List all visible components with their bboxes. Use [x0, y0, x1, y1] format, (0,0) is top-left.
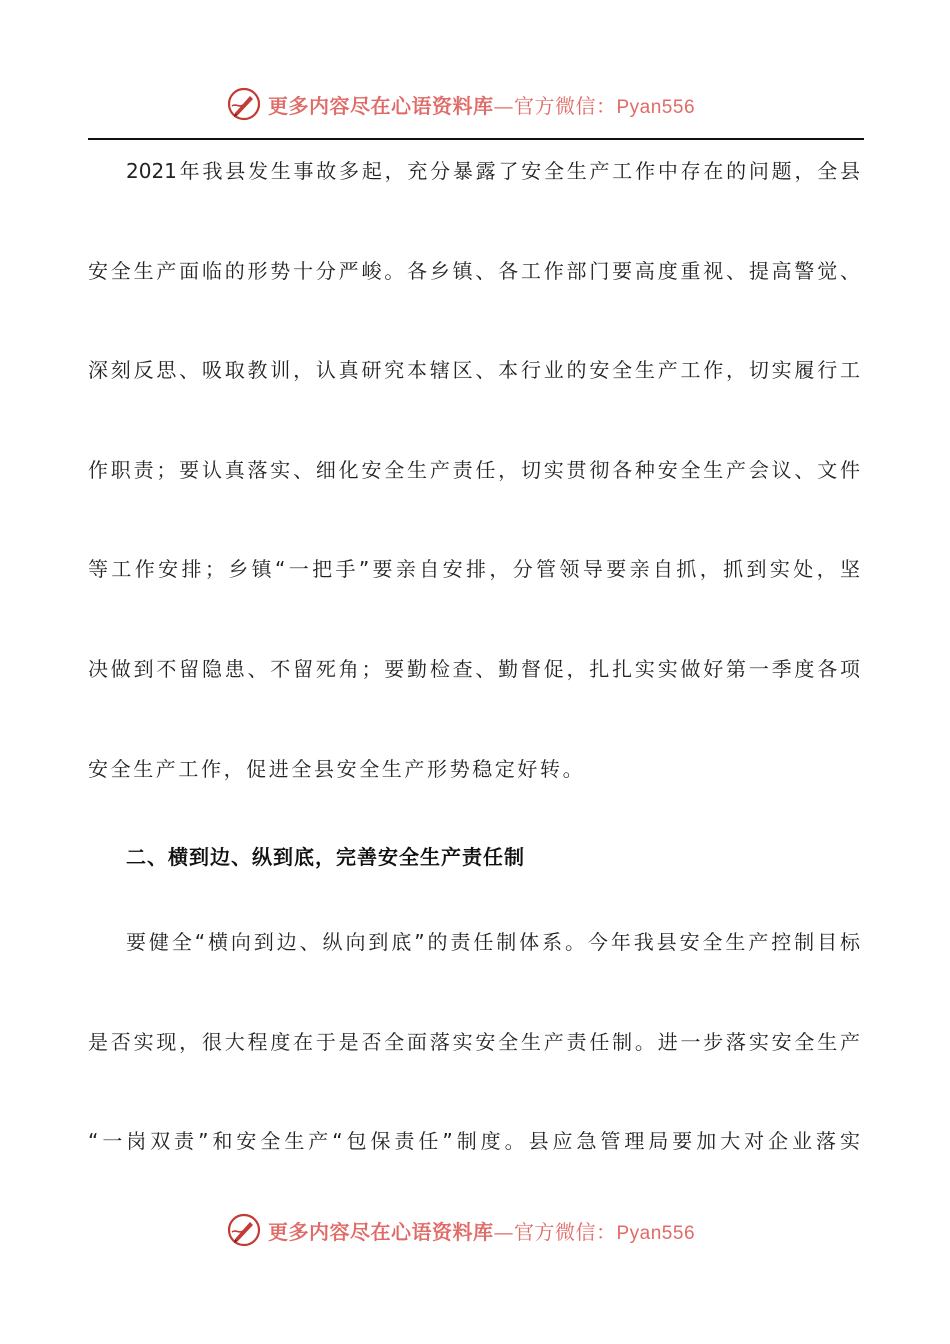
paragraph-1-line-2: 安全生产面临的形势十分严峻。各乡镇、各工作部门要高度重视、提高警觉、 — [88, 259, 860, 283]
header-brand: 更多内容尽在心语资料库 — [268, 93, 494, 118]
header-divider — [88, 138, 864, 140]
header-separator: — — [493, 93, 514, 118]
section-heading: 二、横到边、纵到底，完善安全生产责任制 — [126, 845, 525, 869]
header-banner[interactable] — [226, 84, 746, 124]
footer-separator: — — [493, 1219, 514, 1244]
header-banner-text — [268, 90, 695, 119]
paragraph-2-line-3: “一岗双责”和安全生产“包保责任”制度。县应急管理局要加大对企业落实 — [88, 1129, 860, 1153]
paragraph-2-line-2: 是否实现，很大程度在于是否全面落实安全生产责任制。进一步落实安全生产 — [88, 1030, 860, 1054]
paragraph-2-line-1: 要健全“横向到边、纵向到底”的责任制体系。今年我县安全生产控制目标 — [126, 930, 860, 954]
paragraph-1-line-1: 2021年我县发生事故多起，充分暴露了安全生产工作中存在的问题，全县 — [126, 159, 860, 183]
paragraph-1-line-7: 安全生产工作，促进全县安全生产形势稳定好转。 — [88, 757, 586, 781]
header-label: 官方微信： — [514, 93, 617, 118]
footer-wechat-id: Pyan556 — [616, 1222, 696, 1244]
header-wechat-id: Pyan556 — [616, 96, 696, 118]
paragraph-1-line-6: 决做到不留隐患、不留死角；要勤检查、勤督促，扎扎实实做好第一季度各项 — [88, 657, 860, 681]
footer-brand: 更多内容尽在心语资料库 — [268, 1219, 494, 1244]
paragraph-1-line-4: 作职责；要认真落实、细化安全生产责任，切实贯彻各种安全生产会议、文件 — [88, 458, 860, 482]
footer-label: 官方微信： — [514, 1219, 617, 1244]
paragraph-1-line-3: 深刻反思、吸取教训，认真研究本辖区、本行业的安全生产工作，切实履行工 — [88, 358, 860, 382]
pen-logo-icon — [226, 1212, 262, 1248]
paragraph-1-line-5: 等工作安排；乡镇“一把手”要亲自安排，分管领导要亲自抓，抓到实处，坚 — [88, 557, 860, 581]
pen-logo-icon — [226, 86, 262, 122]
footer-banner-text — [268, 1216, 695, 1245]
footer-banner[interactable] — [226, 1210, 746, 1250]
